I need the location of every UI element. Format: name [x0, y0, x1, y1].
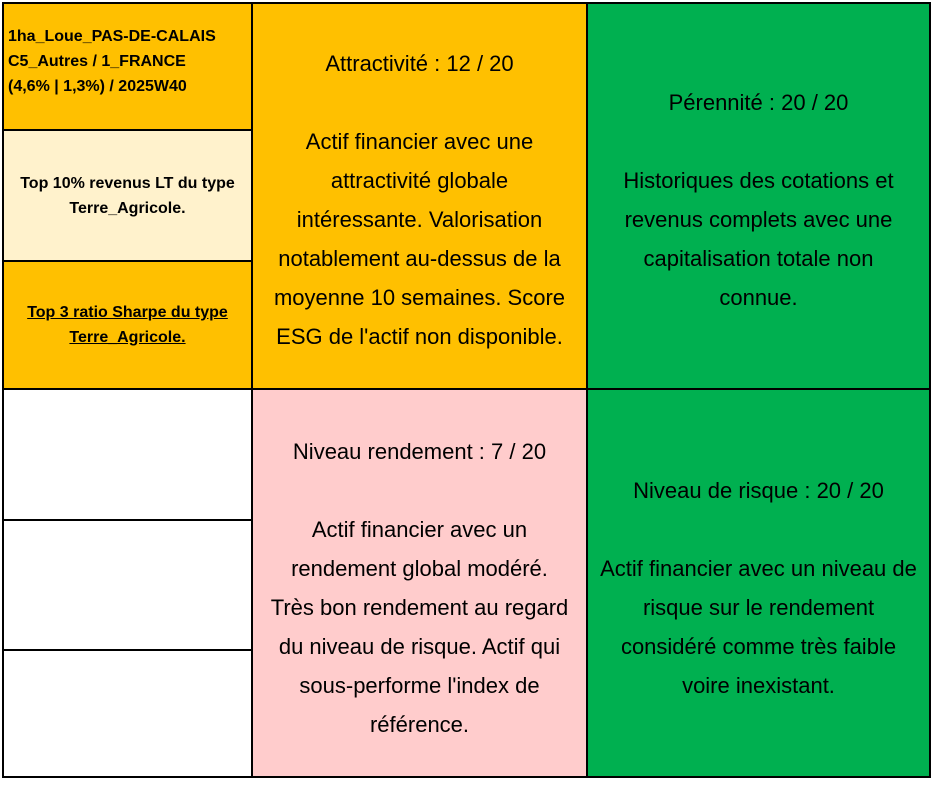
empty-cell-2: [2, 519, 253, 651]
risque-line-3: considéré comme très faible: [620, 634, 897, 659]
asset-stats: (4,6% | 1,3%) / 2025W40: [8, 78, 187, 95]
top-sharpe-line2[interactable]: Terre_Agricole.: [69, 329, 186, 346]
rendement-line-3: Très bon rendement au regard: [270, 595, 569, 620]
top-sharpe-line1[interactable]: Top 3 ratio Sharpe du type: [27, 304, 228, 321]
rendement-line-4: du niveau de risque. Actif qui: [278, 634, 561, 659]
top-sharpe-cell[interactable]: [2, 260, 253, 390]
attractivite-line-6: ESG de l'actif non disponible.: [276, 324, 563, 349]
risque-line-4: voire inexistant.: [682, 673, 835, 698]
asset-header-cell: [2, 2, 253, 131]
risque-line-1: Actif financier avec un niveau de: [600, 556, 917, 581]
perennite-line-3: capitalisation totale non: [643, 246, 874, 271]
rendement-line-2: rendement global modéré.: [291, 556, 548, 581]
top-revenue-cell: [2, 129, 253, 262]
asset-category: C5_Autres / 1_FRANCE: [8, 53, 186, 70]
attractivite-line-2: attractivité globale: [330, 168, 509, 193]
risque-cell: [586, 388, 931, 778]
rendement-cell: [251, 388, 588, 778]
attractivite-cell: [251, 2, 588, 390]
rendement-line-1: Actif financier avec un: [311, 517, 528, 542]
empty-cell-1: [2, 388, 253, 521]
rendement-line-5: sous-performe l'index de: [299, 673, 540, 698]
asset-name: 1ha_Loue_PAS-DE-CALAIS: [8, 28, 216, 45]
risque-title: Niveau de risque : 20 / 20: [633, 478, 884, 503]
perennite-line-2: revenus complets avec une: [624, 207, 893, 232]
empty-cell-3: [2, 649, 253, 778]
perennite-cell: [586, 2, 931, 390]
top-revenue-line2: Terre_Agricole.: [69, 199, 186, 217]
perennite-line-1: Historiques des cotations et: [623, 168, 894, 193]
attractivite-line-1: Actif financier avec une: [305, 129, 534, 154]
attractivite-line-3: intéressante. Valorisation: [296, 207, 543, 232]
perennite-title: Pérennité : 20 / 20: [668, 90, 849, 115]
perennite-line-4: connue.: [719, 285, 798, 310]
risque-line-2: risque sur le rendement: [642, 595, 875, 620]
attractivite-line-4: notablement au-dessus de la: [278, 246, 561, 271]
rendement-title: Niveau rendement : 7 / 20: [292, 439, 547, 464]
attractivite-line-5: moyenne 10 semaines. Score: [273, 285, 566, 310]
rendement-line-6: référence.: [369, 712, 470, 737]
attractivite-title: Attractivité : 12 / 20: [325, 51, 514, 76]
top-revenue-line1: Top 10% revenus LT du type: [20, 174, 235, 192]
